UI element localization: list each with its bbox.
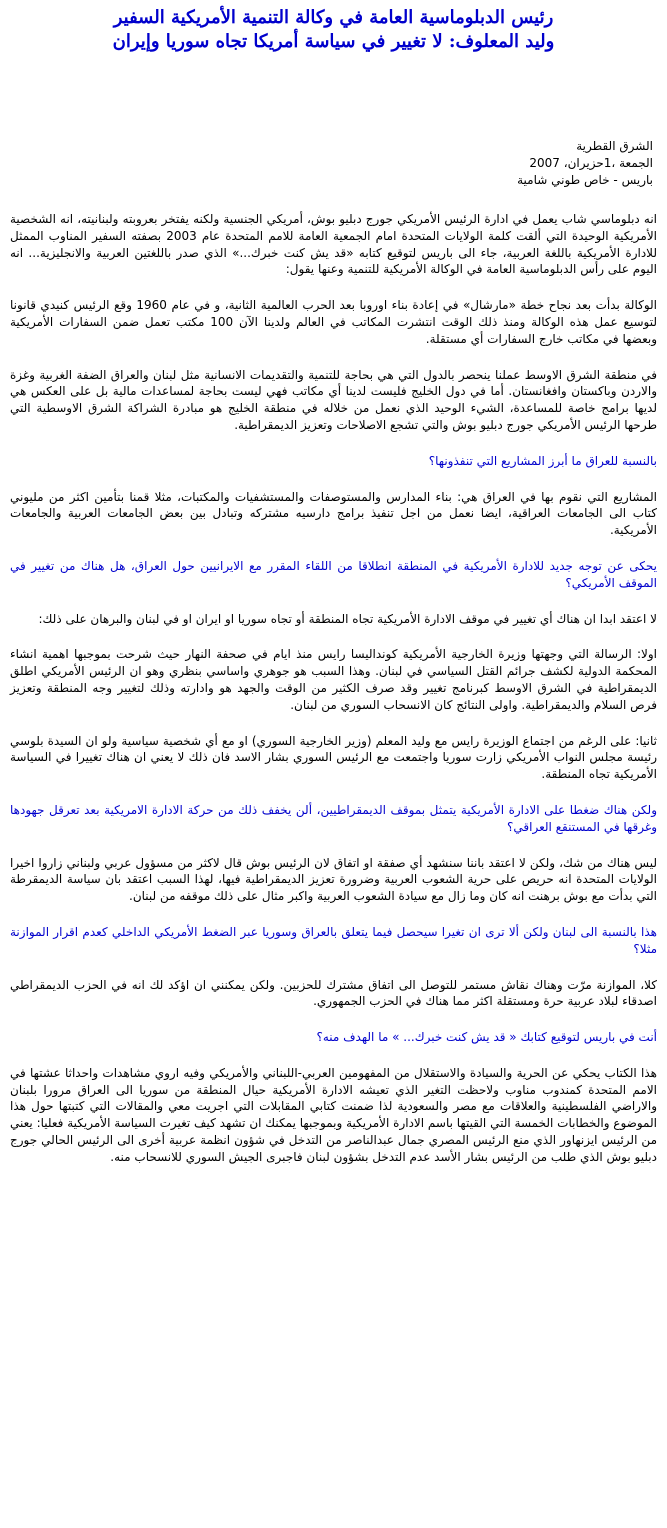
publish-date: الجمعة ،1حزيران، 2007 (529, 156, 653, 170)
article-headline (10, 6, 657, 54)
article-body (10, 211, 657, 1166)
body-paragraph: الوكالة بدأت بعد نجاح خطة «مارشال» في إعادة بناء اوروبا بعد الحرب العالمية الثانية، و في عام 1960 وقع الرئيس كنيدي قانونا لتوسيع عمل هذه الوكالة ومنذ ذلك الوقت انتشرت المكاتب في العالم ولدينا الآن 100 مكتب تعمل ضمن السفارات الأمريكية وبعضها في مكاتب خارج السفارات أي مستقلة. (10, 298, 658, 346)
headline-line-2: وليد المعلوف: لا تغيير في سياسة أمريكا تجاه سوريا وإيران (112, 31, 555, 52)
interview-question: يحكى عن توجه جديد للادارة الأمريكية في المنطقة انطلاقا من اللقاء المقرر مع الايرانيين حول العراق، هل هناك من تغيير في الموقف الأمريكي؟ (10, 558, 657, 590)
body-paragraph: كلا، الموازنة مرّت وهناك نقاش مستمر للتوصل الى اتفاق مشترك للحزبين. ولكن يمكنني ان اؤكد لك انه في الحزب الديمقراطي اصدقاء لبلاد عربية حرة ومستقلة اكثر مما هناك في الحزب الجمهوري. (10, 977, 657, 1009)
source-name: الشرق القطرية (576, 139, 653, 153)
body-paragraph: ليس هناك من شك، ولكن لا اعتقد باننا سنشهد أي صفقة او اتفاق لان الرئيس بوش قال لاكثر من مسؤول عربي ولبناني زاروا اخيرا الولايات المتحدة انه حريص على حرية الشعوب العربية وضرورة تعزيز الديمقراطية فيها، لهذا السبب اعتقد بان سياسة الديمقرطة التي بدأت مع بوش برهنت انه كان وما زال مع سيادة الشعوب العربية واكبر مثال على ذلك موقفه من لبنان. (10, 855, 657, 904)
article-meta (10, 138, 653, 189)
body-paragraph: هذا الكتاب يحكي عن الحرية والسيادة والاستقلال من المفهومين العربي-اللبناني والأمريكي وفيه اروي مشاهدات واحداثا عشتها في الامم المتحدة كمندوب مناوب ولاحظت التغير الذي تعيشه الادارة الأمريكية حيال المنطقة من سوريا الى العراق مرورا بلبنان والاراضي الفلسطينية والعلاقات مع مصر والسعودية لذا ضمنت كتابي المقابلات التي اجريت معي والمقالات التي كتبتها حول هذا الموضوع والخطابات الخمسة التي القيتها باسم الادارة الأمريكية وبموجبها يمكنك ان تشهد كيف تغيرت السياسة الأمريكية فعليا: يعني من الرئيس ايزنهاور الذي منع الرئيس المصري جمال عبدالناصر من التدخل في شؤون انظمة عربية أخرى الى الرئيس الحالي جورج دبليو بوش الذي طلب من الرئيس بشار الأسد عدم التدخل بشؤون لبنان فاجبرى الجيش السوري للانسحاب منه. (10, 1065, 657, 1164)
body-paragraph: المشاريع التي نقوم بها في العراق هي: بناء المدارس والمستوصفات والمستشفيات والمكتبات، مثلا قمنا بتأمين اكثر من مليوني كتاب الى الجامعات العراقية، ايضا نعمل من اجل تنفيذ برامج دارسيه مشتركه وتبادل بين بعض الجامعات العربية والجامعات الأمريكية. (10, 489, 657, 538)
body-paragraph: في منطقة الشرق الاوسط عملنا ينحصر بالدول التي هي بحاجة للتنمية والتقديمات الانسانية مثل لبنان والعراق الضفة الغربية وغزة والاردن وباكستان وافغانستان. أما في دول الخليج فليست لدينا أي مكاتب فهي ليست بحاجة لمساعدات مالية بل على العكس هي لديها برامج خاصة للمساعدة، الشيء الوحيد الذي نعمل من خلاله في منطقة الخليج هو مبادرة الشراكة الشرق الاوسطية التي طرحها الرئيس الأمريكي جورج دبليو بوش والتي تشجع الاصلاحات وتعزيز الديمقراطية. (10, 367, 657, 432)
dateline: باريس - خاص طوني شامية (517, 173, 653, 187)
interview-question: ولكن هناك ضغطا على الادارة الأمريكية يتمثل بموقف الديمقراطيين، ألن يخفف ذلك من حركة الادارة الامريكية بعد تعرقل جهودها وغرقها في المستنقع العراقي؟ (10, 802, 657, 834)
body-paragraph: لا اعتقد ابدا ان هناك أي تغيير في موقف الادارة الأمريكية تجاه المنطقة أو تجاه سوريا او ايران او في لبنان والبرهان على ذلك: (38, 611, 657, 626)
interview-question: هذا بالنسبة الى لبنان ولكن ألا ترى ان تغيرا سيحصل فيما يتعلق بالعراق وسوريا عبر الضغط الأمريكي الداخلي كعدم اقرار الموازنة مثلا؟ (10, 924, 657, 956)
headline-line-1: رئيس الدبلوماسية العامة في وكالة التنمية الأمريكية السفير (113, 7, 554, 28)
body-paragraph: اولا: الرسالة التي وجهتها وزيرة الخارجية الأمريكية كونداليسا رايس منذ ايام في صحفة النهار حيث شرحت بموجبها اهمية انشاء المحكمة الدولية لكشف جرائم القتل السياسي في لبنان. وهذا السبب هو جوهري واساسي بنظري وهو ان الرئيس الأمريكي اطلق الديمقراطية في الشرق الاوسط كبرنامج تغيير وقد صرف الكثير من الوقت والجهد هو وادارته وذلك لتغيير وجه المنطقة وتعزيز فرص السلام والديمقراطية. واولى النتائج كان الانسحاب السوري من لبنان. (10, 647, 657, 712)
interview-question: بالنسبة للعراق ما أبرز المشاريع التي تنفذونها؟ (428, 453, 657, 468)
interview-question: أنت في باريس لتوقيع كتابك « قد يش كنت خبرك... » ما الهدف منه؟ (316, 1030, 657, 1045)
body-paragraph: ثانيا: على الرغم من اجتماع الوزيرة رايس مع وليد المعلم (وزير الخارجية السوري) او مع أي شخصية سياسية ولو ان السيدة بلوسي رئيسة مجلس النواب الأمريكي زارت سوريا واجتمعت مع الرئيس السوري بشار الاسد فان ذلك لا يعني ان هناك تغييرا في السياسة الأمريكية تجاه المنطقة. (10, 733, 657, 782)
body-paragraph: انه دبلوماسي شاب يعمل في ادارة الرئيس الأمريكي جورج دبليو بوش، أمريكي الجنسية ولكنه يفتخر بعروبته ولبنانيته، انه الشخصية الأمريكية الوحيدة التي ألقت كلمة الولايات المتحدة امام الجمعية العامة للامم المتحدة عام 2003 بصفته السفير المناوب الممثل للادارة الأمريكية باللغة العربية، جاء الى باريس لتوقيع كتابه «قد يش كنت خبرك...» الذي صدر باللغتين العربية والانجليزية... انه اليوم على رأس الدبلوماسية العامة في الوكالة الأمريكية للتنمية وعنها يقول: (10, 212, 657, 277)
